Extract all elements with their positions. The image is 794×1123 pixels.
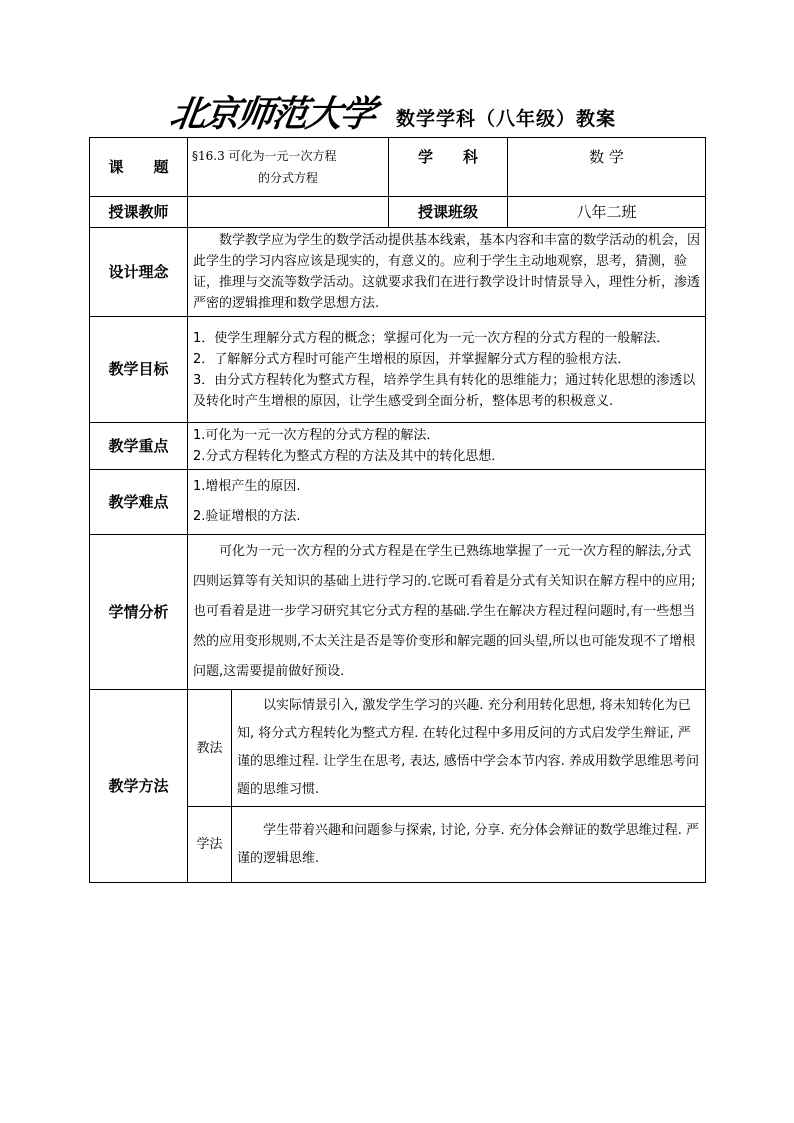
- row-teaching-method: [90, 690, 706, 807]
- teacher-label: 授课教师: [90, 197, 188, 228]
- subject-label-text: 学 科: [418, 148, 479, 166]
- key-item: 2.分式方程转化为整式方程的方法及其中的转化思想．: [193, 449, 505, 464]
- goal-list: [188, 317, 706, 423]
- analysis-label: 学情分析: [90, 535, 188, 690]
- teach-method-label: 教法: [188, 690, 232, 807]
- class-value: 八年二班: [508, 197, 706, 228]
- row-topic: [90, 138, 706, 197]
- goal-label: 教学目标: [90, 317, 188, 423]
- goal-item: 3．由分式方程转化为整式方程，培养学生具有转化的思维能力；通过转化思想的渗透以及转化时产生增根的原因，让学生感受到全面分析，整体思考的积极意义.: [193, 372, 696, 409]
- subject-value: 数 学: [508, 138, 706, 197]
- topic-line-1: §16.3 可化为一元一次方程: [192, 149, 337, 163]
- difficulty-item: 1.增根产生的原因.: [193, 479, 301, 494]
- method-label: 教学方法: [90, 690, 188, 883]
- learn-method-text: 学生带着兴趣和问题参与探索, 讨论, 分享. 充分体会辩证的数学思维过程. 严谨的逻辑思维.: [232, 807, 706, 883]
- key-label: 教学重点: [90, 423, 188, 470]
- topic-line-2: 的分式方程: [258, 171, 319, 185]
- learn-method-label: 学法: [188, 807, 232, 883]
- difficulty-list: [188, 470, 706, 535]
- teacher-value: [188, 197, 389, 228]
- difficulty-item: 2.验证增根的方法.: [193, 509, 301, 524]
- goal-item: 1．使学生理解分式方程的概念；掌握可化为一元一次方程的分式方程的一般解法．: [193, 330, 670, 346]
- lesson-plan-table: [89, 137, 706, 883]
- university-logo: 北京师范大学: [167, 93, 377, 135]
- row-design: [90, 228, 706, 317]
- goal-item: 2．了解解分式方程时可能产生增根的原因，并掌握解分式方程的验根方法．: [193, 351, 631, 367]
- row-teacher: [90, 197, 706, 228]
- design-label: 设计理念: [90, 228, 188, 317]
- row-analysis: [90, 535, 706, 690]
- page-header: [167, 93, 617, 135]
- document-title: 数学学科（八年级）教案: [396, 108, 617, 130]
- difficulty-label: 教学难点: [90, 470, 188, 535]
- design-text: 数学教学应为学生的数学活动提供基本线索，基本内容和丰富的数学活动的机会，因此学生的学习内容应该是现实的，有意义的。应利于学生主动地观察，思考，猜测，验证，推理与交流等数学活动。这就要求我们在进行教学设计时情景导入，理性分析，渗透严密的逻辑推理和数学思想方法.: [188, 228, 706, 317]
- key-item: 1.可化为一元一次方程的分式方程的解法．: [193, 428, 440, 443]
- class-label: 授课班级: [389, 197, 508, 228]
- key-list: [188, 423, 706, 470]
- row-difficulties: [90, 470, 706, 535]
- teach-method-text: 以实际情景引入, 激发学生学习的兴趣. 充分利用转化思想, 将未知转化为已知, 将分式方程转化为整式方程. 在转化过程中多用反问的方式启发学生辩证, 严谨的思维过程. 让学生在思考, 表达, 感悟中学会本节内容. 养成用数学思维思考问题的思维习惯.: [232, 690, 706, 807]
- topic-label: 课 题: [90, 138, 188, 197]
- topic-value: [188, 138, 389, 197]
- analysis-text: 可化为一元一次方程的分式方程是在学生已熟练地掌握了一元一次方程的解法,分式四则运算等有关知识的基础上进行学习的.它既可看着是分式有关知识在解方程中的应用;也可看着是进一步学习研究其它分式方程的基础.学生在解决方程过程问题时,有一些想当然的应用变形规则,不太关注是否是等价变形和解完题的回头望,所以也可能发现不了增根问题,这需要提前做好预设.: [188, 535, 706, 690]
- subject-label: [389, 138, 508, 197]
- row-goals: [90, 317, 706, 423]
- row-key-points: [90, 423, 706, 470]
